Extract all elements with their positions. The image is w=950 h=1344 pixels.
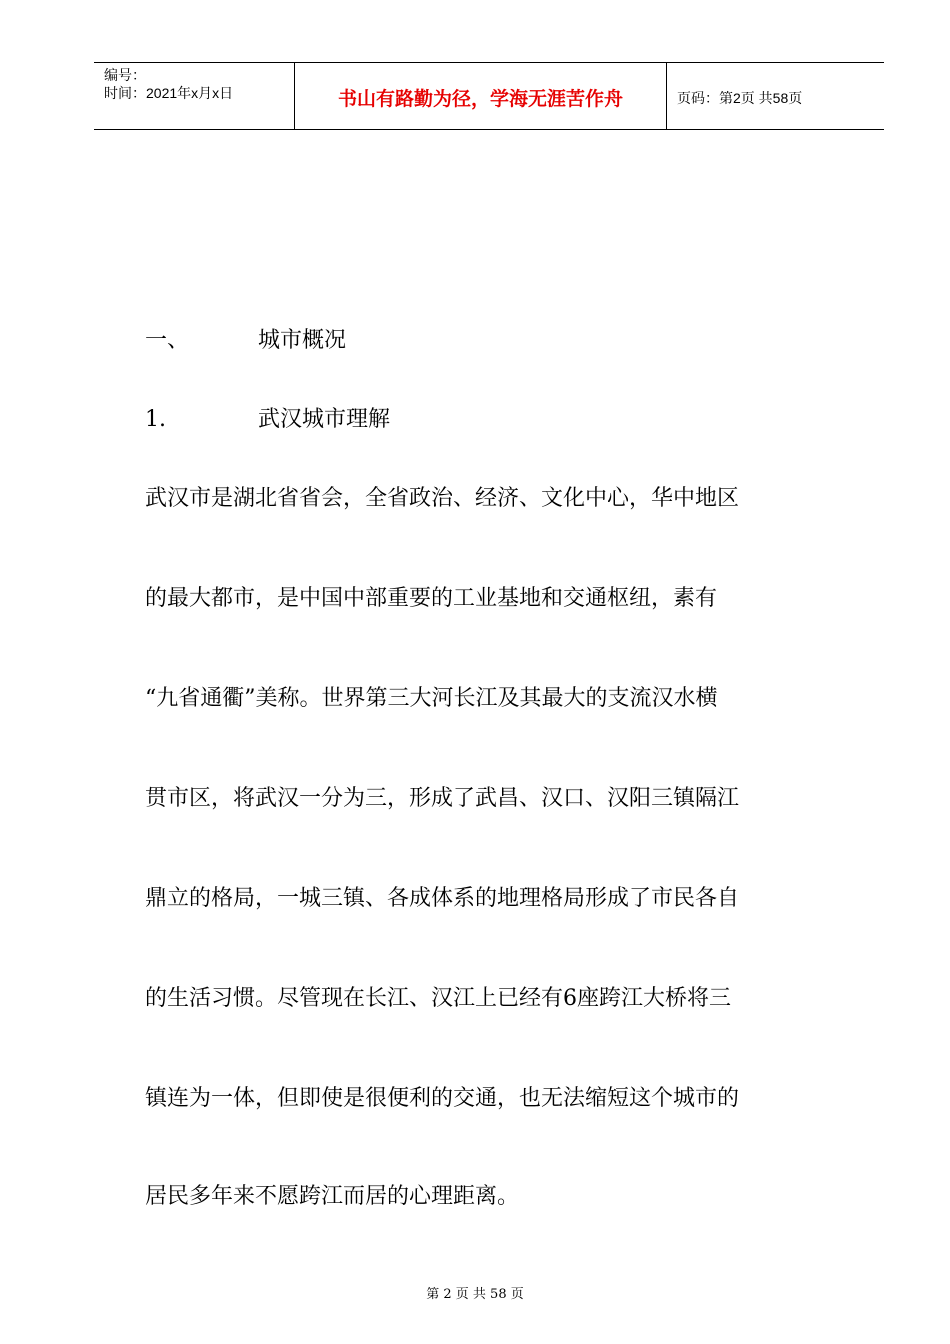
subsection-heading	[145, 405, 390, 435]
paragraph-line: 鼎立的格局，一城三镇、各成体系的地理格局形成了市民各自	[145, 886, 740, 911]
header-motto: 书山有路勤为径，学海无涯苦作舟	[337, 88, 623, 110]
header-motto-cell	[295, 63, 667, 129]
header-page-cell	[667, 63, 884, 129]
paragraph-line: 贯市区，将武汉一分为三，形成了武昌、汉口、汉阳三镇隔江	[145, 786, 740, 811]
paragraph-line: “九省通衢”美称。世界第三大河长江及其最大的支流汉水横	[145, 686, 718, 711]
header-page-info: 页码：第2页 共58页	[677, 90, 803, 106]
document-time-label: 时间：2021年x月x日	[104, 85, 234, 101]
paragraph-line: 的生活习惯。尽管现在长江、汉江上已经有6座跨江大桥将三	[145, 986, 731, 1011]
paragraph-line: 的最大都市，是中国中部重要的工业基地和交通枢纽，素有	[145, 586, 718, 611]
document-header	[94, 62, 884, 130]
section-title: 城市概况	[258, 328, 347, 353]
page-footer: 第 2 页 共 58 页	[426, 1287, 524, 1302]
paragraph-line: 镇连为一体，但即使是很便利的交通，也无法缩短这个城市的	[145, 1086, 740, 1111]
subsection-number: 1.	[145, 407, 166, 432]
paragraph-line: 武汉市是湖北省省会，全省政治、经济、文化中心，华中地区	[145, 486, 740, 511]
subsection-title: 武汉城市理解	[258, 407, 391, 432]
section-heading	[145, 326, 346, 356]
header-meta-cell	[94, 63, 295, 129]
document-number-label: 编号：	[104, 67, 146, 83]
section-number: 一、	[145, 328, 190, 353]
paragraph-line: 居民多年来不愿跨江而居的心理距离。	[145, 1184, 520, 1209]
